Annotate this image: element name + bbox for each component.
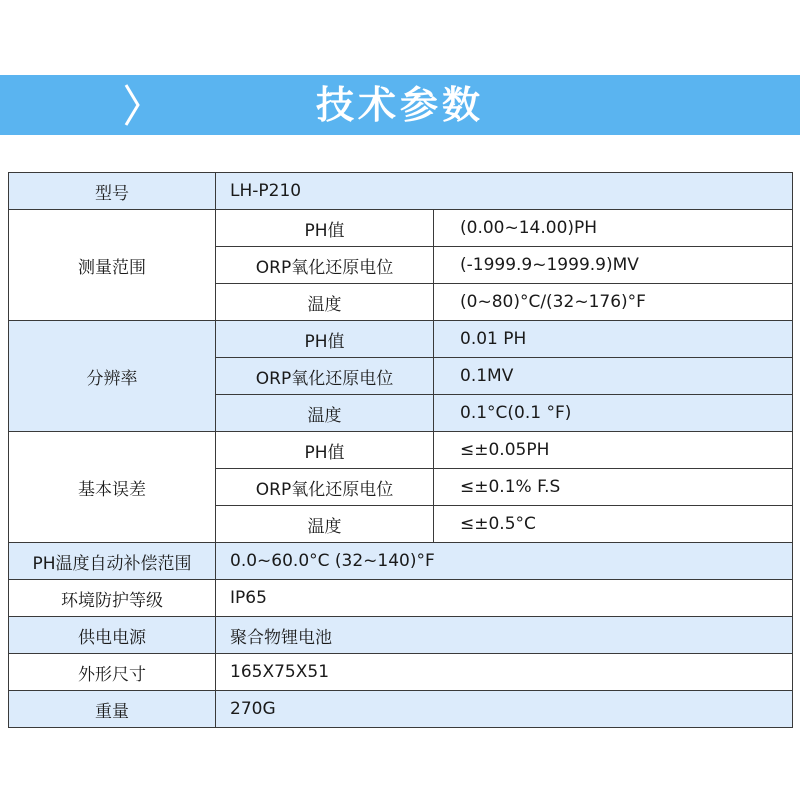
spec-table xyxy=(8,172,793,728)
table-row xyxy=(9,691,793,728)
spec-label: 重量 xyxy=(9,691,216,728)
spec-label: PH温度自动补偿范围 xyxy=(9,543,216,580)
page-title: 技术参数 xyxy=(315,83,484,127)
spec-value: 165X75X51 xyxy=(216,654,793,691)
group-label-range: 测量范围 xyxy=(9,210,216,321)
table-row xyxy=(9,543,793,580)
param-label: PH值 xyxy=(216,210,434,247)
param-label: PH值 xyxy=(216,321,434,358)
spec-value: IP65 xyxy=(216,580,793,617)
model-value: LH-P210 xyxy=(216,173,793,210)
spec-value: 270G xyxy=(216,691,793,728)
param-label: 温度 xyxy=(216,506,434,543)
param-label: ORP氧化还原电位 xyxy=(216,358,434,395)
table-row xyxy=(9,617,793,654)
spec-label: 供电电源 xyxy=(9,617,216,654)
group-label-error: 基本误差 xyxy=(9,432,216,543)
table-row xyxy=(9,654,793,691)
spec-value: 聚合物锂电池 xyxy=(216,617,793,654)
param-value: ≤±0.1% F.S xyxy=(434,469,793,506)
param-label: ORP氧化还原电位 xyxy=(216,247,434,284)
param-value: 0.01 PH xyxy=(434,321,793,358)
param-value: (-1999.9~1999.9)MV xyxy=(434,247,793,284)
param-value: (0.00~14.00)PH xyxy=(434,210,793,247)
param-label: 温度 xyxy=(216,395,434,432)
param-value: ≤±0.05PH xyxy=(434,432,793,469)
group-label-resolution: 分辨率 xyxy=(9,321,216,432)
param-value: ≤±0.5°C xyxy=(434,506,793,543)
param-value: 0.1°C(0.1 °F) xyxy=(434,395,793,432)
model-label: 型号 xyxy=(9,173,216,210)
spec-label: 外形尺寸 xyxy=(9,654,216,691)
table-row xyxy=(9,210,793,247)
param-label: 温度 xyxy=(216,284,434,321)
header-banner xyxy=(0,75,800,135)
spec-label: 环境防护等级 xyxy=(9,580,216,617)
table-row xyxy=(9,580,793,617)
param-value: (0~80)°C/(32~176)°F xyxy=(434,284,793,321)
table-row xyxy=(9,321,793,358)
table-row xyxy=(9,432,793,469)
param-label: ORP氧化还原电位 xyxy=(216,469,434,506)
table-row-model xyxy=(9,173,793,210)
spec-value: 0.0~60.0°C (32~140)°F xyxy=(216,543,793,580)
param-value: 0.1MV xyxy=(434,358,793,395)
param-label: PH值 xyxy=(216,432,434,469)
